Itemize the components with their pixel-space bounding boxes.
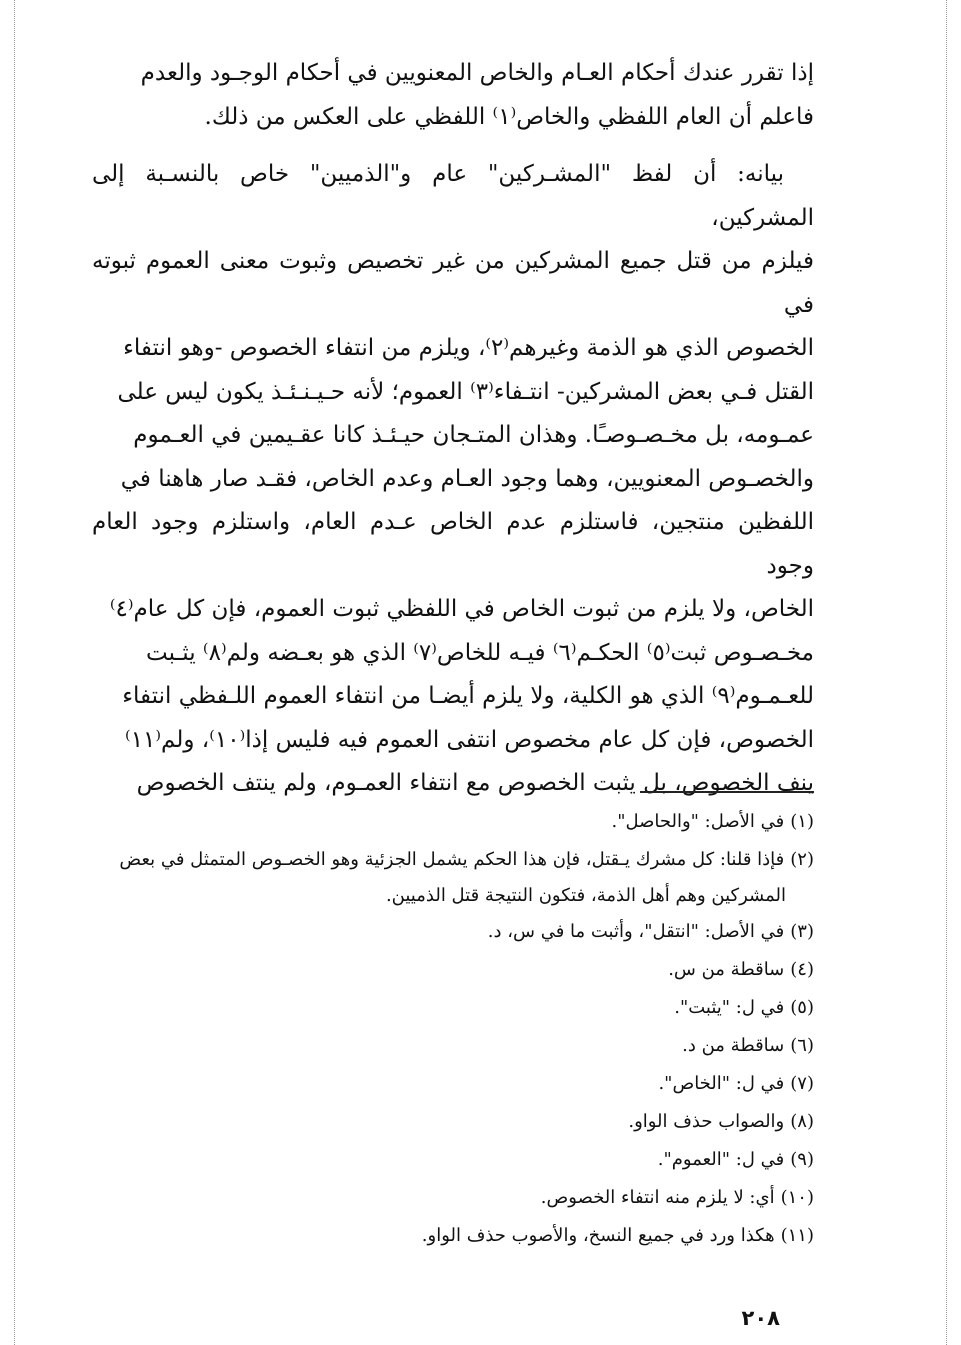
footnote-number: (٦) [790,1035,814,1056]
footnote-text: في الأصل: "انتقل"، وأثبت ما في س، د. [487,921,785,942]
line: بيانه: أن لفظ "المشـركين" عام و"الذميين" خاص بالنسـبة إلى المشركين، [92,161,814,231]
footnote-text: في ل: "العموم". [657,1149,785,1170]
footnote-text: هكذا ورد في جميع النسخ، والأصوب حذف الواو. [421,1225,775,1246]
footnote [92,803,814,841]
footnote [92,1103,814,1141]
footnote [92,1141,814,1179]
footnote-number: (٤) [790,959,814,980]
footnote [92,1027,814,1065]
line: فيلزم من قتل جميع المشركين من غير تخصيص وثبوت معنى العموم ثبوته في [92,248,814,318]
line: القتل فـي بعض المشركين- انتـفاء⁽٣⁾ العموم؛ لأنه حـيـنـئـذ يكون ليس على [117,378,814,405]
footnote-text: في ل: "يثبت". [674,997,785,1018]
paragraph-1 [92,52,814,139]
footnote [92,1179,814,1217]
footnote-text: ساقطة من د. [682,1035,785,1056]
line: للعـمـوم⁽٩⁾ الذي هو الكلية، ولا يلزم أيضـا من انتفاء العموم اللـفظي انتفاء [122,683,814,709]
footnote-number: (١١) [780,1225,814,1246]
line: فاعلم أن العام اللفظي والخاص⁽١⁾ اللفظي على العكس من ذلك. [204,103,814,130]
footnote-number: (١) [790,811,814,832]
footnote-number: (٢) [790,849,814,870]
page-number: ٢٠٨ [741,1306,780,1330]
footnote-number: (١٠) [780,1187,814,1208]
footnote-number: (٩) [790,1149,814,1170]
footnote-continuation: المشركين وهم أهل الذمة، فتكون النتيجة قتل الذميين. [385,885,786,906]
footnote [92,913,814,951]
footnote-text: أي: لا يلزم منه انتفاء الخصوص. [540,1187,775,1208]
footnote-number: (٨) [790,1111,814,1132]
footnote-text: فإذا قلنا: كل مشرك يـقتل، فإن هذا الحكم يشمل الجزئية وهو الخصـوص المتمثل في بعض [119,849,785,870]
page-edge-left [14,0,15,1345]
line: الخصوص، فإن كل عام مخصوص انتفى العموم فيه فليس إذا⁽١٠⁾، ولم⁽١١⁾ [125,726,814,753]
line: إذا تقرر عندك أحكام العـام والخاص المعنويين في أحكام الوجـود والعدم [140,60,814,86]
footnote-separator [640,791,814,793]
footnotes [92,803,814,1255]
footnote [92,1217,814,1255]
line: الخاص، ولا يلزم من ثبوت الخاص في اللفظي ثبوت العموم، فإن كل عام⁽٤⁾ [109,596,814,622]
footnote [92,989,814,1027]
footnote-number: (٣) [790,921,814,942]
page-edge-right [946,0,947,1345]
line: الخصوص الذي هو الذمة وغيرهم⁽٢⁾، ويلزم من انتفاء الخصوص -وهو انتفاء [123,335,814,361]
footnote [92,841,814,913]
footnote [92,951,814,989]
footnote-number: (٧) [790,1073,814,1094]
line: والخصـوص المعنويين، وهما وجود العـام وعدم الخاص، فقـد صار هاهنا في [120,465,814,492]
line: اللفظين منتجين، فاستلزم عدم الخاص عـدم العام، واستلزم وجود العام وجود [92,509,814,579]
footnote-text: في الأصل: "والحاصل". [611,811,785,832]
main-text [92,52,814,806]
line: ينف الخصوص، بل يثبت الخصوص مع انتفاء العمـوم، ولم ينتف الخصوص [136,770,814,796]
line: مخـصـوص ثبت⁽٥⁾ الحكـم⁽٦⁾ فيـه للخاص⁽٧⁾ الذي هو بعـضه ولم⁽٨⁾ يثـبت [146,639,814,666]
footnote-number: (٥) [790,997,814,1018]
footnote-text: والصواب حذف الواو. [628,1111,785,1132]
paragraph-2 [92,153,814,806]
line: عمـومه، بل مخـصـوصـًا. وهذان المتـجان حيـئـذ كانا عقـيمين في العـموم [133,422,814,448]
footnote-text: ساقطة من س. [668,959,785,980]
footnote [92,1065,814,1103]
footnote-text: في ل: "الخاص". [658,1073,785,1094]
